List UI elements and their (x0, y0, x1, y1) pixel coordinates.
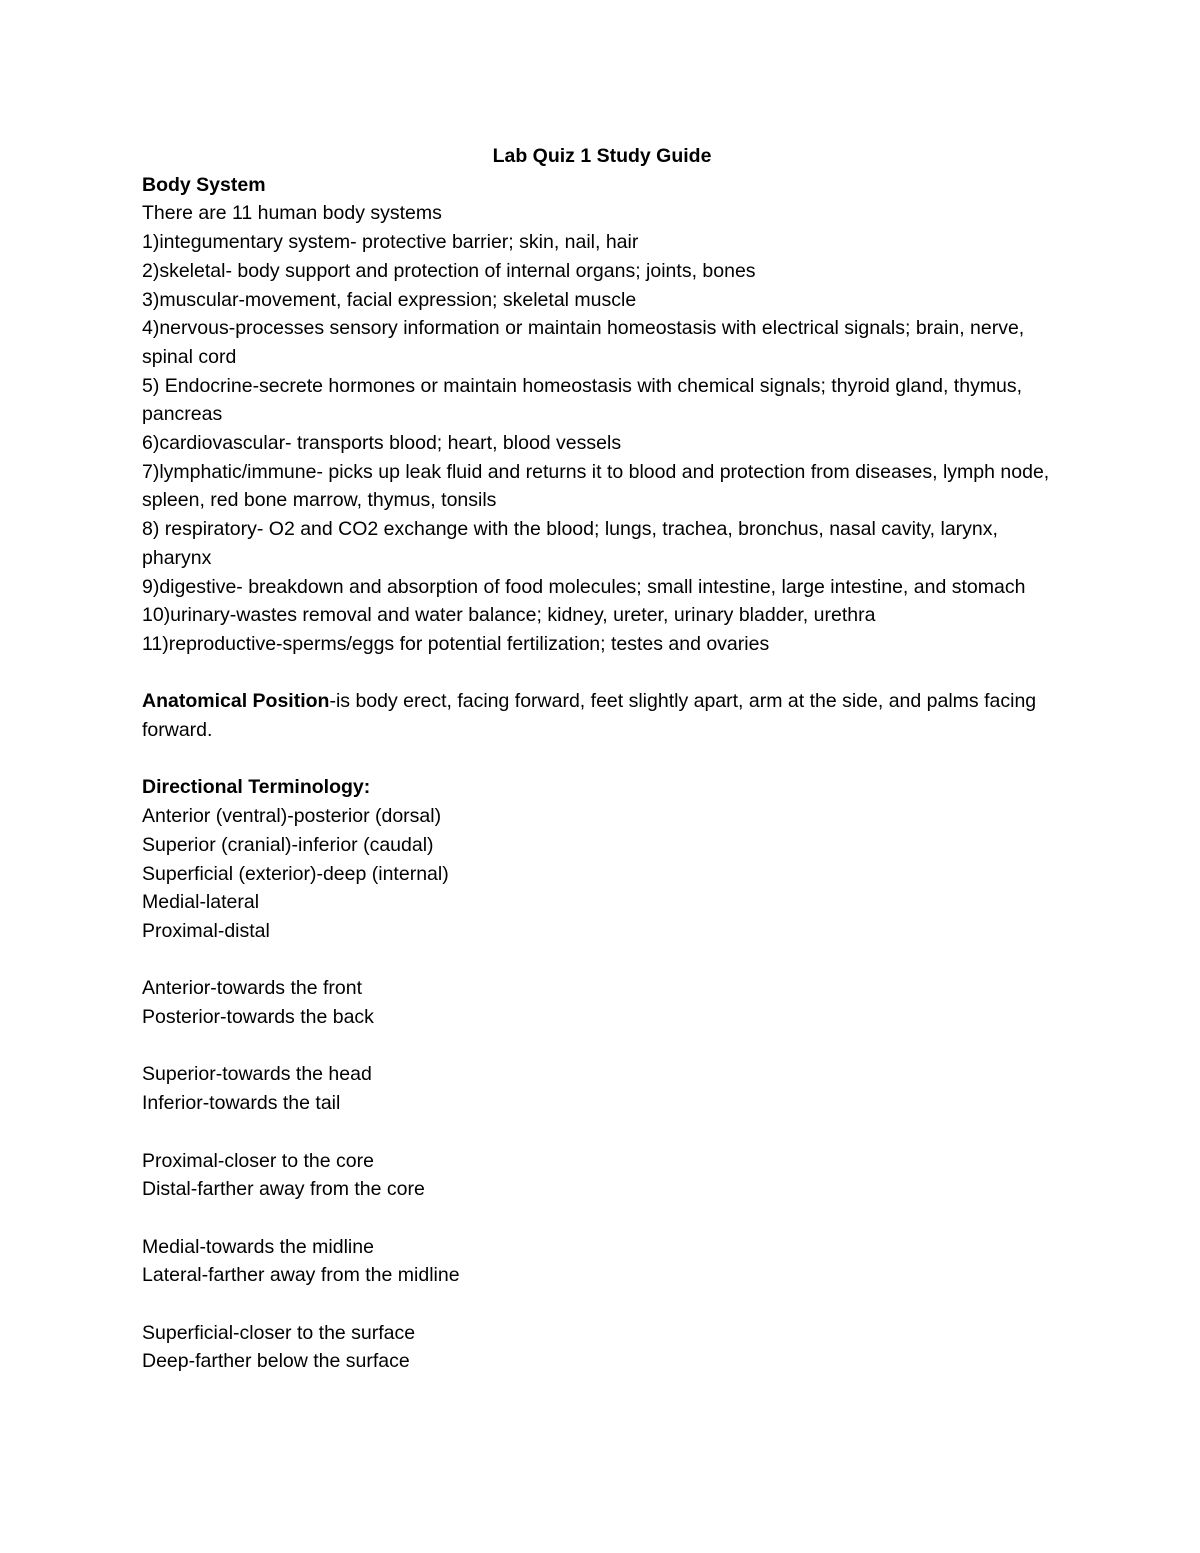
directional-definition: Distal-farther away from the core (142, 1178, 425, 1201)
spacer (142, 946, 1062, 975)
directional-definition: Inferior-towards the tail (142, 1092, 341, 1115)
spacer (142, 1032, 1062, 1061)
directional-pair: Proximal-distal (142, 919, 270, 942)
anatomical-position-paragraph (142, 687, 1062, 744)
body-system-item: 4)nervous-processes sensory information or maintain homeostasis with electrical signals; brain, nerve, spinal cord (142, 317, 1025, 368)
body-system-item: 5) Endocrine-secrete hormones or maintain homeostasis with chemical signals; thyroid gland, thymus, pancreas (142, 374, 1023, 426)
directional-pair: Superficial (exterior)-deep (internal) (142, 862, 449, 885)
directional-definition: Superior-towards the head (142, 1063, 372, 1086)
spacer (142, 1118, 1062, 1147)
directional-definition: Posterior-towards the back (142, 1006, 374, 1029)
directional-definition: Deep-farther below the surface (142, 1350, 410, 1373)
directional-pair: Superior (cranial)-inferior (caudal) (142, 833, 434, 856)
body-system-item: 8) respiratory- O2 and CO2 exchange with the blood; lungs, trachea, bronchus, nasal cavity, larynx, pharynx (142, 518, 998, 569)
body-system-heading: Body System (142, 173, 266, 196)
spacer (142, 659, 1062, 688)
directional-definition: Lateral-farther away from the midline (142, 1264, 460, 1287)
directional-pair: Medial-lateral (142, 891, 260, 914)
directional-definition: Proximal-closer to the core (142, 1149, 374, 1172)
anatomical-position-definition: -is body erect, facing forward, feet slightly apart, arm at the side, and palms facing forward. (142, 690, 1037, 742)
body-system-item: 2)skeletal- body support and protection of internal organs; joints, bones (142, 259, 756, 282)
document-title: Lab Quiz 1 Study Guide (492, 145, 712, 167)
body-system-intro: There are 11 human body systems (142, 202, 442, 225)
body-system-item: 7)lymphatic/immune- picks up leak fluid and returns it to blood and protection from diseases, lymph node, spleen, red bone marrow, thymus, tonsils (142, 460, 1050, 512)
spacer (142, 745, 1062, 774)
body-system-item: 11)reproductive-sperms/eggs for potential fertilization; testes and ovaries (142, 632, 770, 655)
directional-pair: Anterior (ventral)-posterior (dorsal) (142, 805, 442, 828)
spacer (142, 1204, 1062, 1233)
body-system-item: 10)urinary-wastes removal and water balance; kidney, ureter, urinary bladder, urethra (142, 604, 876, 627)
body-system-item: 9)digestive- breakdown and absorption of food molecules; small intestine, large intestine, and stomach (142, 575, 1026, 598)
anatomical-position-term: Anatomical Position (142, 690, 330, 713)
directional-definition: Superficial-closer to the surface (142, 1321, 416, 1344)
body-system-item: 3)muscular-movement, facial expression; skeletal muscle (142, 288, 637, 311)
directional-definition: Medial-towards the midline (142, 1235, 374, 1258)
directional-definition: Anterior-towards the front (142, 977, 363, 1000)
document-page (142, 142, 1062, 1376)
body-system-item: 1)integumentary system- protective barrier; skin, nail, hair (142, 231, 639, 254)
directional-terminology-heading: Directional Terminology: (142, 776, 371, 799)
body-system-item: 6)cardiovascular- transports blood; heart, blood vessels (142, 432, 622, 455)
spacer (142, 1290, 1062, 1319)
